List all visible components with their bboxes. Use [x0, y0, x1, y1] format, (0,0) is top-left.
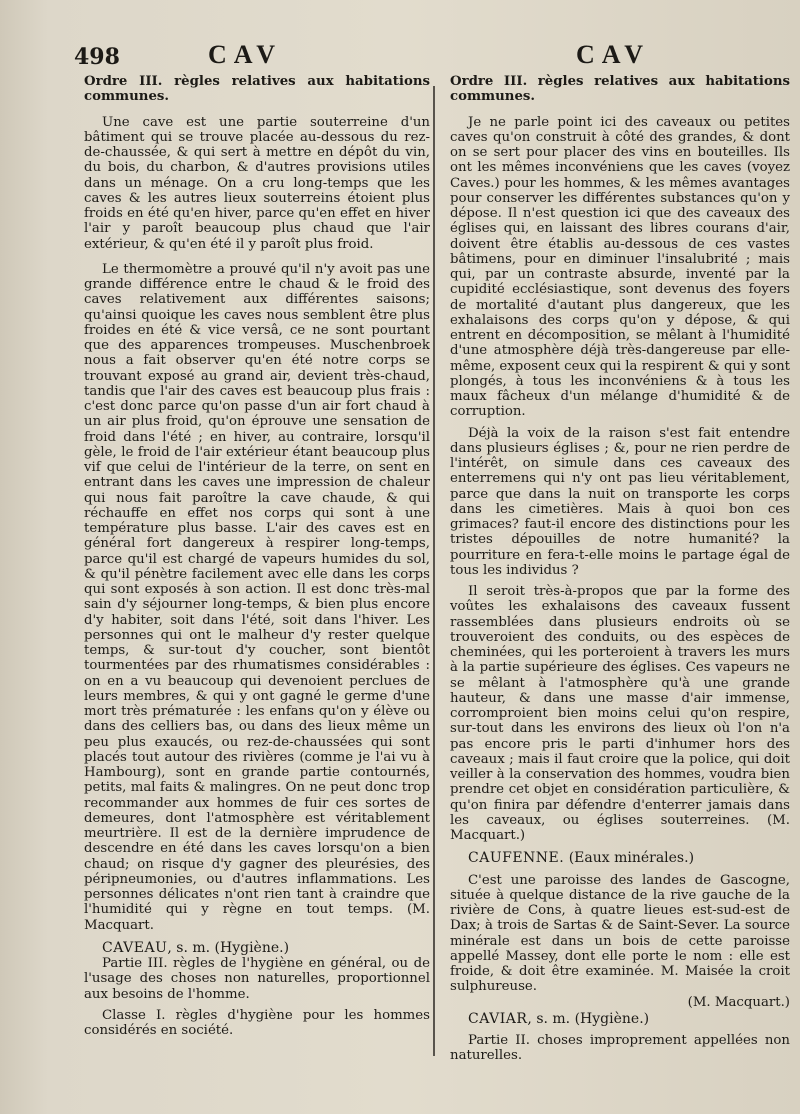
paragraph: C'est une paroisse des landes de Gascogne, située à quelque distance de la rive gauche de la rivière de Cons, à quatre lieues est-sud-est de Dax; à trois de Sartas & de Saint-Sever. La source minérale est dans un bois de cette paroisse appellé Massey, dont elle porte le nom : elle est froide, & doit être examinée. M. Maisée la croit sulphureuse.: [450, 872, 790, 995]
entry-word: CAVIAR: [468, 1010, 528, 1027]
entry-heading-caveau: [84, 941, 430, 956]
section-heading: Ordre III. règles relatives aux habitations communes.: [450, 74, 790, 105]
paragraph: Le thermomètre a prouvé qu'il n'y avoit pas une grande différence entre le chaud & le froid des caves relativement aux différentes saisons; qu'ainsi quoique les caves nous semblent être plus froides en été & vice versâ, ce ne sont pourtant que des apparences trompeuses. Muschenbroek nous a fait observer qu'en été notre corps se trouvant exposé au grand air, devient très-chaud, tandis que l'air des caves est beaucoup plus frais : c'est donc parce qu'on passe d'un air fort chaud à un air plus froid, qu'on éprouve une sensation de froid dans l'été ; en hiver, au contraire, lorsqu'il gèle, le froid de l'air extérieur étant beaucoup plus vif que celui de l'intérieur de la terre, on sent en entrant dans les caves une impression de chaleur qui nous fait paroître la cave chaude, & qui réchauffe en effet nos corps qui sont à une température plus basse. L'air des caves est en général fort dangereux à respirer long-temps, parce qu'il est chargé de vapeurs humides du sol, & qu'il pénètre facilement avec elle dans les corps qui sont exposés à son action. Il est donc très-mal sain d'y séjourner long-temps, & bien plus encore d'y habiter, soit dans l'été, soit dans l'hiver. Les personnes qui ont le malheur d'y rester quelque temps, & sur-tout d'y coucher, sont bientôt tourmentées par des rhumatismes considérables : on en a vu beaucoup qui devenoient perclues de leurs membres, & qui y ont gagné le germe d'une mort très prématurée : les enfans qu'on y élève ou dans des celliers bas, ou dans des lieux même un peu plus exaucés, ou rez-de-chaussées qui sont placés tout autour des rivières (comme je l'ai vu à Hambourg), sont en grande partie contournés, petits, mal faits & malingres. On ne peut donc trop recommander aux hommes de fuir ces sortes de demeures, dont l'atmosphère est véritablement meurtrière. Il est de la dernière imprudence de descendre en été dans les caves lorsqu'on a bien chaud; on risque d'y gagner des pleurésies, des péripneumonies, ou d'autres inflammations. Les personnes délicates n'ont rien tant à craindre que l'humidité qui y règne en tout temps. (M. Macquart.: [84, 261, 430, 933]
entry-heading-caviar: [450, 1012, 790, 1027]
page-header: [0, 40, 800, 76]
entry-label: (Eaux minérales.): [568, 850, 695, 867]
signature: (M. Macquart.): [687, 994, 790, 1010]
page-number: 498: [74, 44, 120, 70]
paragraph: Une cave est une partie souterreine d'un bâtiment qui se trouve placée au-dessous du rez-de-chaussée, & qui sert à mettre en dépôt du vin, du bois, du charbon, & d'autres provisions utiles dans un ménage. On a cru long-temps que les caves & les autres lieux souterreins étoient plus froids en été qu'en hiver, parce qu'en effet en hiver l'air y paroît beaucoup plus chaud que l'air extérieur, & qu'en été il y paroît plus froid.: [84, 114, 430, 252]
right-running-head: CAV: [576, 40, 650, 69]
paragraph: Classe I. règles d'hygiène pour les hommes considérés en société.: [84, 1007, 430, 1038]
entry-label: , s. m. (Hygiène.): [527, 1010, 650, 1027]
entry-word: CAVEAU: [102, 939, 168, 956]
entry-word: CAUFENNE.: [468, 850, 565, 867]
entry-heading-caufenne: [450, 851, 790, 866]
paragraph: Partie II. choses improprement appellées non naturelles.: [450, 1033, 790, 1064]
left-column: [84, 74, 430, 1038]
entry-label: , s. m. (Hygiène.): [167, 939, 290, 956]
section-heading: Ordre III. règles relatives aux habitations communes.: [84, 74, 430, 105]
column-divider: [433, 86, 435, 1056]
paragraph: Déjà la voix de la raison s'est fait entendre dans plusieurs églises ; &, pour ne rien perdre de l'intérêt, on simule dans ces caveaux des enterremens qui n'y ont pas lieu véritablement, parce que dans la nuit on transporte les corps dans les cimetières. Mais à quoi bon ces grimaces? faut-il encore des distinctions pour les tristes dépouilles de notre humanité? la pourriture en fera-t-elle moins le partage égal de tous les individus ?: [450, 425, 790, 578]
paragraph: Il seroit très-à-propos que par la forme des voûtes les exhalaisons des caveaux fussent rassemblées dans plusieurs endroits où se trouveroient des conduits, ou des espèces de cheminées, qui les porteroient à travers les murs à la partie supérieure des églises. Ces vapeurs ne se mêlant à l'atmosphère qu'à une grande hauteur, & dans une masse d'air immense, corromproient bien moins celui qu'on respire, sur-tout dans les environs des lieux où l'on n'a pas encore pris le parti d'inhumer hors des caveaux ; mais il faut croire que la police, qui doit veiller à la conservation des hommes, voudra bien prendre cet objet en considération particulière, & qu'on finira par défendre d'enterrer jamais dans les caveaux, ou églises souterreines. (M. Macquart.): [450, 584, 790, 843]
paragraph: Partie III. règles de l'hygiène en général, ou de l'usage des choses non naturelles, proportionnel aux besoins de l'homme.: [84, 956, 430, 1002]
right-column: [450, 74, 790, 1064]
left-running-head: CAV: [208, 40, 282, 69]
paragraph: Je ne parle point ici des caveaux ou petites caves qu'on construit à côté des grandes, & dont on se sert pour placer des vins en bouteilles. Ils ont les mêmes inconvéniens que les caves (voyez Caves.) pour les hommes, & les mêmes avantages pour conserver les différentes substances qu'on y dépose. Il n'est question ici que des caveaux des églises qui, en laissant des libres courans d'air, doivent être établis au-dessous de ces vastes bâtimens, pour en diminuer l'insalubrité ; mais qui, par un contraste absurde, inventé par la cupidité ecclésiastique, sont devenus des foyers de mortalité d'autant plus dangereux, que les exhalaisons des corps qu'on y dépose, & qui entrent en décomposition, se mêlant à l'humidité d'une atmosphère déjà très-dangereuse par elle-même, exposent ceux qui la respirent & qui y sont plongés, à tous les inconvéniens & à tous les maux fâcheux d'un mélange d'humidité & de corruption.: [450, 114, 790, 420]
